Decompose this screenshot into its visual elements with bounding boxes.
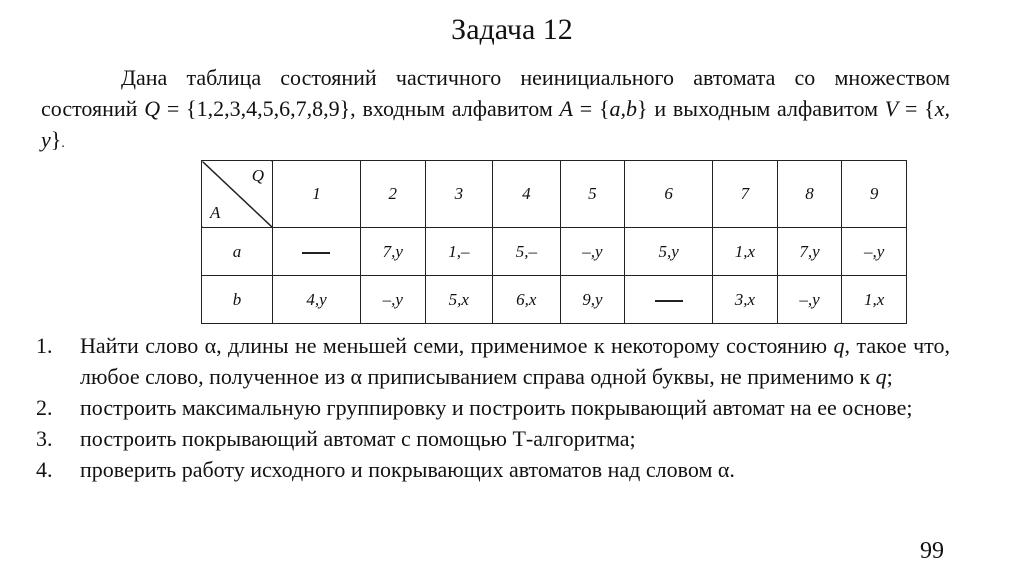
state-variable-q: q bbox=[833, 333, 845, 358]
state-variable-q: q bbox=[875, 364, 887, 389]
problem-statement bbox=[41, 62, 950, 159]
task-text: , такое что, любое слово, полученное из α приписыванием справа одной буквы, не применимо к bbox=[80, 333, 950, 389]
input-alphabet-variable: A bbox=[559, 96, 573, 121]
table-row-input-a bbox=[202, 228, 907, 276]
transition-cell: 9,y bbox=[560, 276, 625, 324]
task-list bbox=[36, 330, 950, 485]
task-number: 4. bbox=[36, 457, 53, 482]
state-header-cell: 1 bbox=[273, 161, 361, 228]
transition-cell: –,y bbox=[560, 228, 625, 276]
transition-cell: 6,x bbox=[493, 276, 561, 324]
intro-text-2: = {1,2,3,4,5,6,7,8,9}, входным алфавитом bbox=[160, 96, 560, 121]
undefined-dash bbox=[302, 252, 330, 254]
task-number: 2. bbox=[36, 395, 53, 420]
state-header-cell: 8 bbox=[777, 161, 842, 228]
output-alphabet-variable: V bbox=[884, 96, 899, 121]
task-number: 3. bbox=[36, 426, 53, 451]
intro-trailing-dot: . bbox=[61, 136, 65, 151]
task-text: ; bbox=[886, 364, 893, 389]
task-item bbox=[36, 423, 950, 454]
task-item bbox=[36, 392, 950, 423]
transition-cell: 3,x bbox=[713, 276, 778, 324]
task-text: построить максимальную группировку и построить покрывающий автомат на ее основе; bbox=[80, 395, 913, 420]
output-alphabet-set: x, y bbox=[41, 96, 951, 152]
states-variable: Q bbox=[144, 96, 161, 121]
intro-text-1: Дана таблица состояний частичного неинициального автомата со множеством состояний bbox=[41, 65, 950, 121]
intro-text-5: = { bbox=[898, 96, 935, 121]
state-header-row bbox=[202, 161, 907, 228]
transition-cell: –,y bbox=[777, 276, 842, 324]
page-number: 99 bbox=[920, 538, 944, 564]
transition-cell: 5,y bbox=[625, 228, 713, 276]
undefined-dash bbox=[655, 300, 683, 302]
intro-text-3: = { bbox=[572, 96, 610, 121]
task-text: Найти слово α, длины не меньшей семи, применимое к некоторому состоянию bbox=[80, 333, 834, 358]
transition-cell: 4,y bbox=[273, 276, 361, 324]
state-header-cell: 9 bbox=[842, 161, 907, 228]
row-label-b: b bbox=[202, 276, 273, 324]
transition-cell: 1,x bbox=[842, 276, 907, 324]
state-header-cell: 3 bbox=[425, 161, 493, 228]
transition-cell: 7,y bbox=[360, 228, 425, 276]
state-header-cell: 6 bbox=[625, 161, 713, 228]
state-header-cell: 4 bbox=[493, 161, 561, 228]
corner-label-q: Q bbox=[251, 166, 264, 185]
transition-cell: 1,x bbox=[713, 228, 778, 276]
slide-title: Задача 12 bbox=[451, 13, 573, 46]
table-row-input-b bbox=[202, 276, 907, 324]
task-item bbox=[36, 330, 950, 392]
corner-label-a: A bbox=[210, 203, 221, 222]
task-item bbox=[36, 454, 950, 485]
intro-text-4: } и выходным алфавитом bbox=[637, 96, 885, 121]
input-alphabet-set: a,b bbox=[609, 96, 638, 121]
task-number: 1. bbox=[36, 333, 53, 358]
transition-cell: 1,– bbox=[425, 228, 493, 276]
state-header-cell: 5 bbox=[560, 161, 625, 228]
transition-cell: 7,y bbox=[777, 228, 842, 276]
transition-cell-undefined bbox=[625, 276, 713, 324]
task-text: построить покрывающий автомат с помощью Т-алгоритма; bbox=[80, 426, 636, 451]
transition-cell: 5,x bbox=[425, 276, 493, 324]
task-text: проверить работу исходного и покрывающих автоматов над словом α. bbox=[80, 457, 735, 482]
table-corner-cell bbox=[202, 161, 273, 228]
intro-text-6: } bbox=[50, 127, 62, 152]
row-label-a: a bbox=[202, 228, 273, 276]
state-header-cell: 7 bbox=[713, 161, 778, 228]
state-table bbox=[201, 160, 907, 324]
transition-cell: –,y bbox=[842, 228, 907, 276]
transition-cell: –,y bbox=[360, 276, 425, 324]
state-header-cell: 2 bbox=[360, 161, 425, 228]
transition-cell: 5,– bbox=[493, 228, 561, 276]
transition-cell-undefined bbox=[273, 228, 361, 276]
